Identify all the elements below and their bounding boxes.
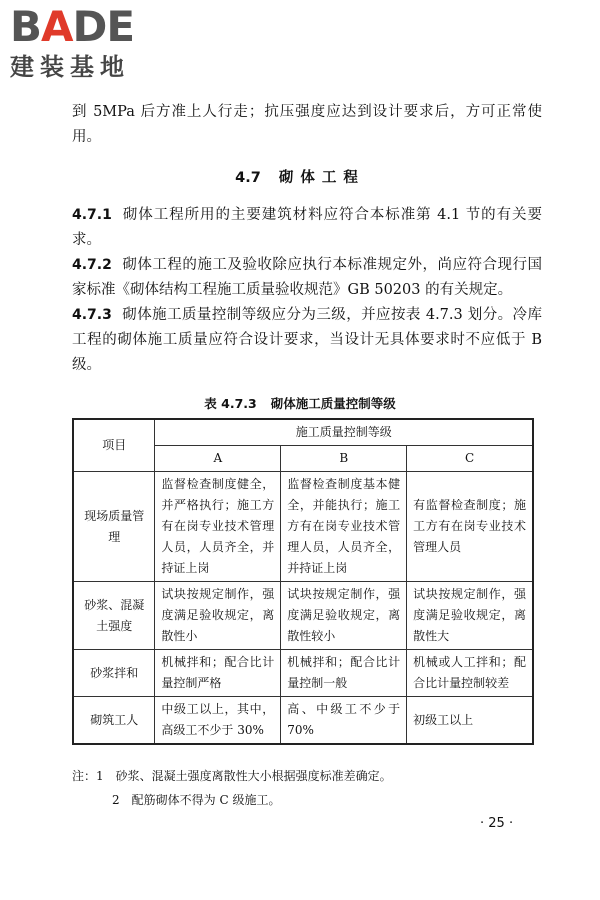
- cell-b: 监督检查制度基本健全，并能执行；施工方有在岗专业技术管理人员，人员齐全，并持证上岗: [281, 472, 407, 582]
- clause-4-7-2: [72, 253, 542, 303]
- cell-b: 试块按规定制作，强度满足验收规定，离散性较小: [281, 582, 407, 650]
- cell-c: 试块按规定制作，强度满足验收规定，离散性大: [407, 582, 533, 650]
- section-heading: [0, 166, 600, 187]
- section-title: 砌体工程: [278, 170, 365, 186]
- table-row: [73, 582, 533, 650]
- table-number: 表 4.7.3: [204, 396, 257, 411]
- table-notes: [72, 764, 392, 812]
- bade-logo: [10, 4, 180, 86]
- cell-c: 机械或人工拌和；配合比计量控制较差: [407, 650, 533, 697]
- clause-number: 4.7.1: [72, 207, 112, 223]
- cell-a: 中级工以上，其中，高级工不少于 30%: [155, 697, 281, 745]
- clause-text: 砌体工程的施工及验收除应执行本标准规定外，尚应符合现行国家标准《砌体结构工程施工质量验收规范》GB 50203 的有关规定。: [72, 257, 542, 298]
- logo-subtitle: 建装基地: [10, 53, 130, 81]
- row-item: 砂浆拌和: [73, 650, 155, 697]
- table-caption: [0, 394, 600, 412]
- note-1-text: 砂浆、混凝土强度离散性大小根据强度标准差确定。: [115, 769, 392, 783]
- clause-4-7-1: [72, 203, 542, 253]
- logo-wordmark: BADE: [10, 2, 135, 51]
- clause-list: [72, 203, 542, 378]
- intro-text: 到 5MPa 后方准上人行走；抗压强度应达到设计要求后，方可正常使用。: [72, 104, 542, 145]
- cell-c: 有监督检查制度；施工方有在岗专业技术管理人员: [407, 472, 533, 582]
- table-row: [73, 472, 533, 582]
- grade-c: C: [407, 446, 533, 472]
- cell-b: 高、中级工不少于 70%: [281, 697, 407, 745]
- cell-b: 机械拌和；配合比计量控制一般: [281, 650, 407, 697]
- table-row: [73, 650, 533, 697]
- note-2: 2 配筋砌体不得为 C 级施工。: [112, 793, 281, 807]
- table-row: [73, 697, 533, 745]
- header-group: 施工质量控制等级: [155, 419, 533, 446]
- row-item: 砌筑工人: [73, 697, 155, 745]
- cell-c: 初级工以上: [407, 697, 533, 745]
- cell-a: 试块按规定制作，强度满足验收规定，离散性小: [155, 582, 281, 650]
- grade-a: A: [155, 446, 281, 472]
- header-item: 项目: [73, 419, 155, 472]
- clause-number: 4.7.3: [72, 307, 112, 323]
- row-item: 现场质量管理: [73, 472, 155, 582]
- page-number: · 25 ·: [480, 816, 514, 831]
- table-header-row: [73, 419, 533, 446]
- cell-a: 监督检查制度健全，并严格执行；施工方有在岗专业技术管理人员，人员齐全，并持证上岗: [155, 472, 281, 582]
- intro-paragraph: [72, 100, 542, 150]
- section-number: 4.7: [235, 170, 261, 186]
- clause-number: 4.7.2: [72, 257, 112, 273]
- quality-control-table: [72, 418, 534, 745]
- note-label: 注：1: [72, 769, 104, 783]
- clause-text: 砌体工程所用的主要建筑材料应符合本标准第 4.1 节的有关要求。: [72, 207, 542, 248]
- clause-text: 砌体施工质量控制等级应分为三级，并应按表 4.7.3 划分。冷库工程的砌体施工质量应符合设计要求，当设计无具体要求时不应低于 B 级。: [72, 307, 542, 373]
- note-1: [72, 764, 392, 788]
- row-item: 砂浆、混凝土强度: [73, 582, 155, 650]
- clause-4-7-3: [72, 303, 542, 378]
- grade-b: B: [281, 446, 407, 472]
- cell-a: 机械拌和；配合比计量控制严格: [155, 650, 281, 697]
- table-title: 砌体施工质量控制等级: [270, 396, 396, 411]
